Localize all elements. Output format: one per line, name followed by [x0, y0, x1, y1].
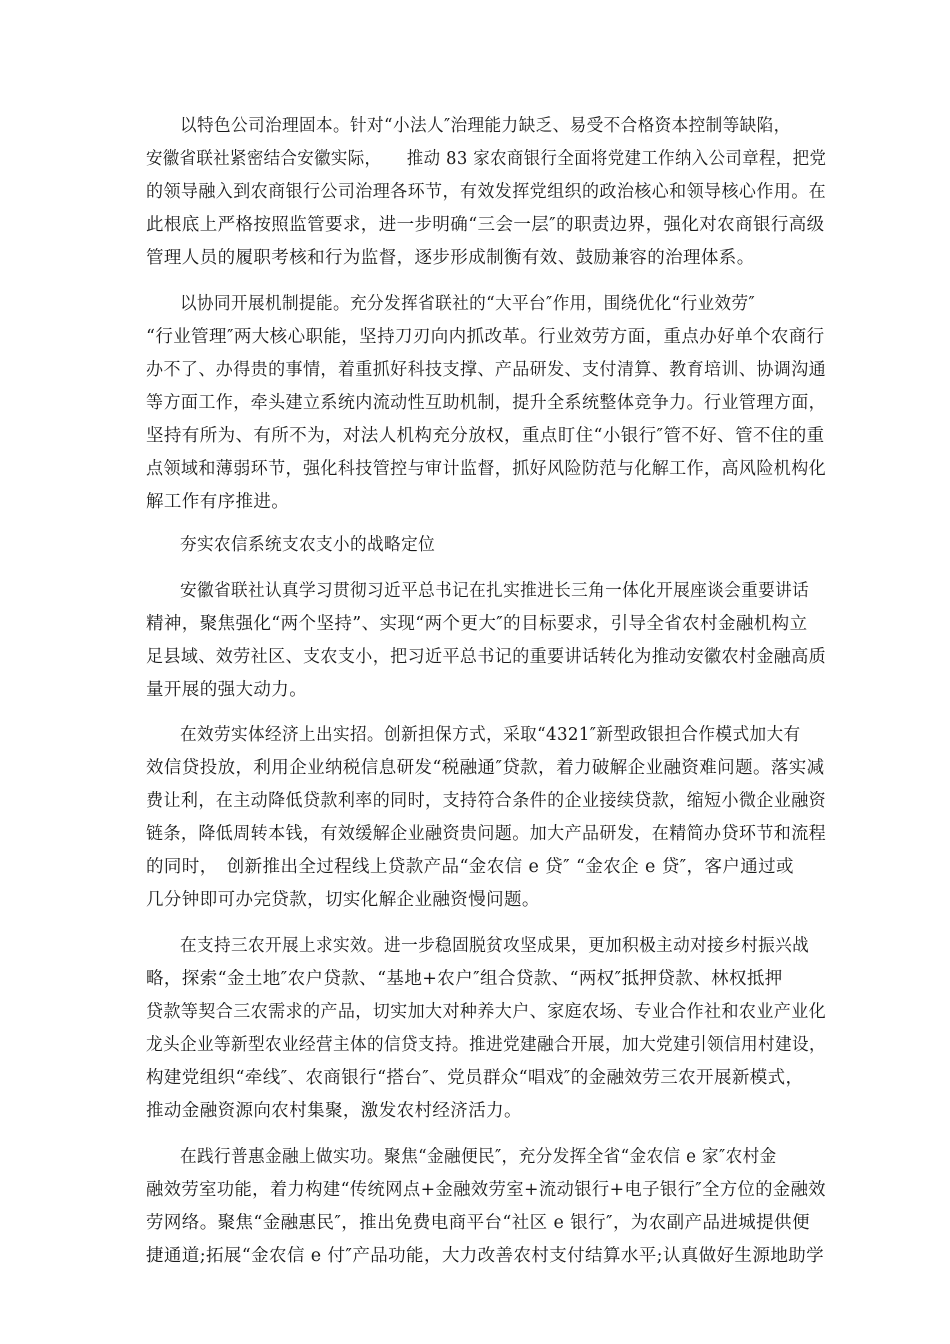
text-line: 捷通道;拓展“金农信 e 付″产品功能，大力改善农村支付结算水平;认真做好生源地助学 [146, 1246, 825, 1266]
text-line: 略，探索“金土地″农户贷款、“基地+农户″组合贷款、“两权″抵押贷款、林权抵押 [146, 969, 783, 989]
text-line: 在支持三农开展上求实效。进一步稳固脱贫攻坚成果，更加积极主动对接乡村振兴战 [180, 936, 810, 956]
text-line: 精神，聚焦强化“两个坚持”、实现“两个更大″的目标要求，引导全省农村金融机构立 [146, 614, 808, 634]
text-line: 在效劳实体经济上出实招。创新担保方式，采取“4321″新型政银担合作模式加大有 [180, 725, 801, 745]
section-heading-text: 夯实农信系统支农支小的战略定位 [180, 535, 436, 555]
text-line: 解工作有序推进。 [146, 492, 290, 512]
text-line: 的领导融入到农商银行公司治理各环节，有效发挥党组织的政治核心和领导核心作用。在 [146, 182, 827, 202]
text-line: 点领域和薄弱环节，强化科技管控与审计监督，抓好风险防范与化解工作，高风险机构化 [146, 459, 827, 479]
text-line: 以协同开展机制提能。充分发挥省联社的“大平台″作用，围绕优化“行业效劳″ [180, 294, 756, 314]
text-line: 的同时， 创新推出全过程线上贷款产品“金农信 e 贷″ “金农企 e 贷″，客户通过或 [146, 857, 794, 877]
text-line: 管理人员的履职考核和行为监督，逐步形成制衡有效、鼓励兼容的治理体系。 [146, 248, 755, 268]
text-line: 融效劳室功能，着力构建“传统网点+金融效劳室+流动银行+电子银行″全方位的金融效 [146, 1180, 827, 1200]
text-line: 劳网络。聚焦“金融惠民″，推出免费电商平台“社区 e 银行″，为农副产品进城提供便 [146, 1213, 810, 1233]
text-line: “行业管理″两大核心职能，坚持刀刃向内抓改革。行业效劳方面，重点办好单个农商行 [146, 327, 825, 347]
text-line: 足县域、效劳社区、支农支小，把习近平总书记的重要讲话转化为推动安徽农村金融高质 [146, 647, 827, 667]
text-line: 推动金融资源向农村集聚，激发农村经济活力。 [146, 1101, 522, 1121]
text-line: 效信贷投放，利用企业纳税信息研发“税融通″贷款，着力破解企业融资难问题。落实减 [146, 758, 825, 778]
text-line: 贷款等契合三农需求的产品，切实加大对种养大户、家庭农场、专业合作社和农业产业化 [146, 1002, 827, 1022]
text-line: 构建党组织“牵线″、农商银行“搭台″、党员群众“唱戏″的金融效劳三农开展新模式， [146, 1068, 804, 1088]
text-line: 办不了、办得贵的事情，着重抓好科技支撑、产品研发、支付清算、教育培训、协调沟通 [146, 360, 827, 380]
text-line: 等方面工作，牵头建立系统内流动性互助机制，提升全系统整体竞争力。行业管理方面， [146, 393, 827, 413]
text-line: 量开展的强大动力。 [146, 680, 308, 700]
text-line: 费让利，在主动降低贷款利率的同时，支持符合条件的企业接续贷款，缩短小微企业融资 [146, 791, 827, 811]
text-line: 坚持有所为、有所不为，对法人机构充分放权，重点盯住“小银行″管不好、管不住的重 [146, 426, 825, 446]
text-line: 在践行普惠金融上做实功。聚焦“金融便民″，充分发挥全省“金农信 e 家″农村金 [180, 1147, 777, 1167]
text-line: 安徽省联社紧密结合安徽实际， 推动 83 家农商银行全面将党建工作纳入公司章程，把党 [146, 149, 827, 169]
text-line: 以特色公司治理固本。针对“小法人″治理能力缺乏、易受不合格资本控制等缺陷， [180, 116, 791, 136]
text-line: 龙头企业等新型农业经营主体的信贷支持。推进党建融合开展，加大党建引领信用村建设， [146, 1035, 826, 1055]
text-line: 链条，降低周转本钱，有效缓解企业融资贵问题。加大产品研发，在精简办贷环节和流程 [146, 824, 827, 844]
text-line: 安徽省联社认真学习贯彻习近平总书记在扎实推进长三角一体化开展座谈会重要讲话 [180, 581, 810, 601]
text-line: 此根底上严格按照监管要求，进一步明确“三会一层″的职责边界，强化对农商银行高级 [146, 215, 825, 235]
text-line: 几分钟即可办完贷款，切实化解企业融资慢问题。 [146, 890, 540, 910]
